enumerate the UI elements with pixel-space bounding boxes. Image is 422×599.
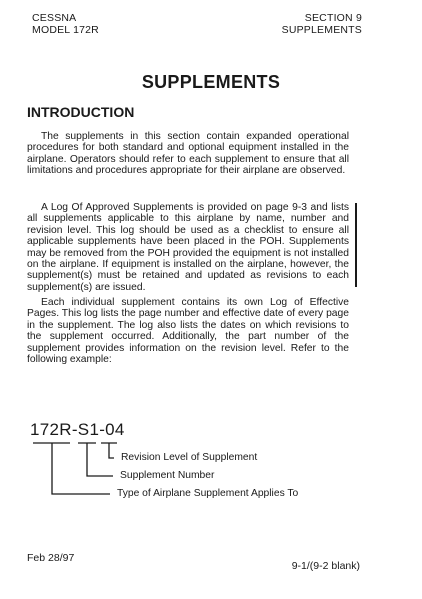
legend-airplane-type: Type of Airplane Supplement Applies To [117,488,299,499]
legend-supplement-number: Supplement Number [120,470,215,481]
header-manufacturer: CESSNA [32,12,77,24]
bracket-supplement-number [78,443,113,476]
header-section-name: SUPPLEMENTS [281,24,362,36]
legend-revision-level: Revision Level of Supplement [121,452,258,463]
footer-date: Feb 28/97 [27,552,75,564]
bracket-revision-level [101,443,117,458]
footer-page-number: 9-1/(9-2 blank) [291,560,360,572]
page-title: SUPPLEMENTS [141,72,281,92]
section-heading: INTRODUCTION [27,104,135,120]
header-section: SECTION 9 [304,12,362,24]
example-part-number: 172R-S1-04 [30,420,125,439]
bracket-airplane-type [33,443,110,494]
paragraph-2: A Log Of Approved Supplements is provided on page 9-3 and lists all supplements applicable to this airplane by name, number and revision level. This log should be used as a checklist to ensure all applicable supplements have been placed in the POH. Supplements may be removed from the POH provided the equipment is not installed on the airplane. If equipment is installed on the airplane, however, the supplement(s) must be retained and updated as revisions to each supplement(s) are issued. [27,202,349,293]
paragraph-3: Each individual supplement contains its own Log of Effective Pages. This log lists the page number and effective date of every page in the supplement. The log also lists the dates on which revisions to the supplement occurred. Additionally, the part number of the supplement provides information on the revision level. Refer to the following example: [27,297,349,366]
header-model: MODEL 172R [32,24,99,36]
paragraph-1: The supplements in this section contain expanded operational procedures for both standard and optional equipment installed in the airplane. Operators should refer to each supplement to ensure that all limitations and procedures appropriate for their airplane are observed. [27,131,349,177]
